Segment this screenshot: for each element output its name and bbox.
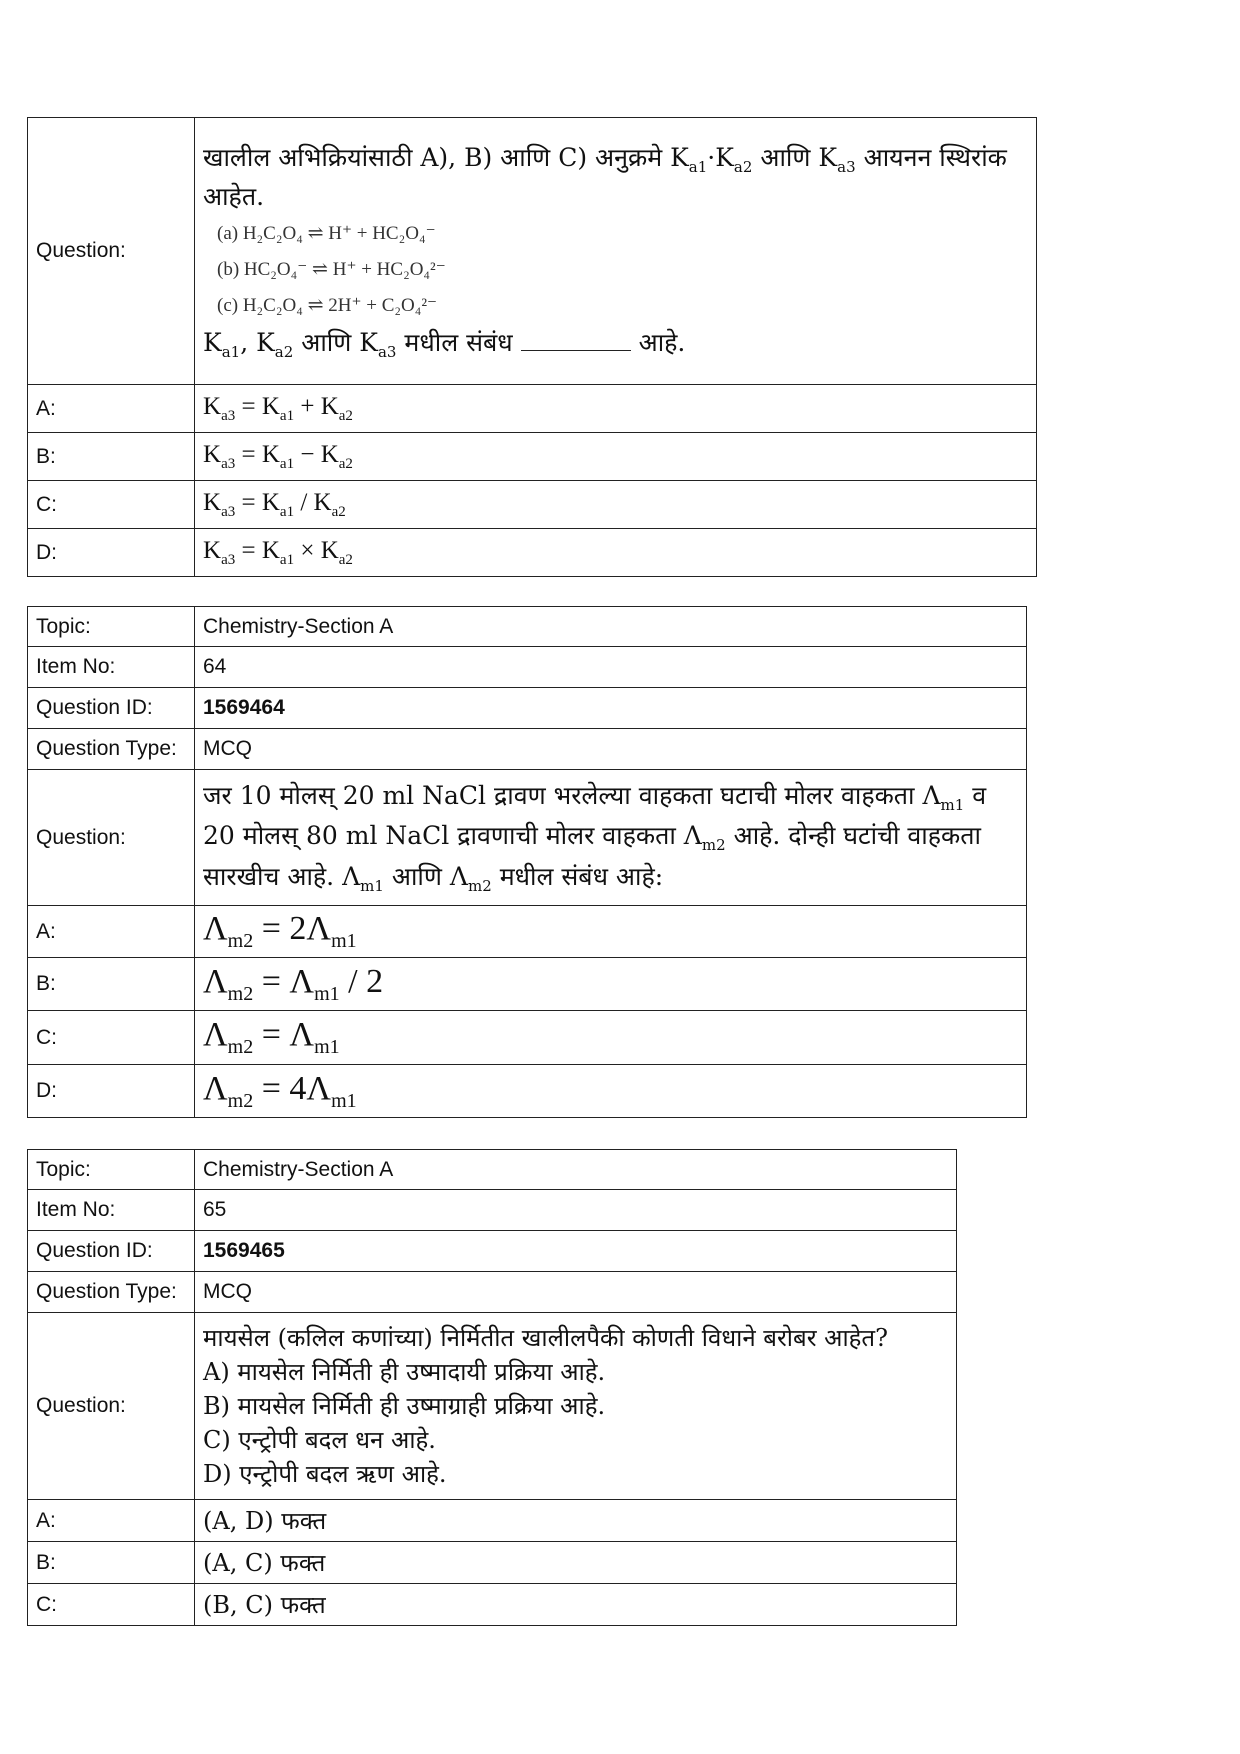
reaction-a: (a) H₂C₂O₄ ⇌ H⁺ + HC₂O₄⁻: [217, 222, 436, 244]
option-d[interactable]: $\Lambda_{m2} = 4\Lambda_{m1}$: [195, 1065, 1027, 1118]
option-b[interactable]: $\Lambda_{m2} = \Lambda_{m1} / 2$: [195, 958, 1027, 1011]
question-text: [195, 1313, 957, 1500]
option-b[interactable]: (A, C) फक्त: [195, 1542, 957, 1584]
question-type-label: Question Type:: [28, 1272, 195, 1313]
question-table-64: [27, 606, 1027, 1118]
option-label: D:: [28, 529, 195, 577]
item-no-value: 64: [195, 647, 1027, 688]
option-label: A:: [28, 1500, 195, 1542]
answer-blank: [521, 349, 631, 351]
option-a[interactable]: $K_{a3} = K_{a1} + K_{a2}$: [195, 385, 1037, 433]
question-id-label: Question ID:: [28, 688, 195, 729]
topic-value: Chemistry-Section A: [195, 1150, 957, 1190]
option-label: B:: [28, 433, 195, 481]
option-label: C:: [28, 481, 195, 529]
topic-label: Topic:: [28, 1150, 195, 1190]
option-label: B:: [28, 958, 195, 1011]
option-c[interactable]: (B, C) फक्त: [195, 1584, 957, 1626]
question-table-63: [27, 117, 1037, 577]
question-text: जर 10 मोलस् 20 ml NaCl द्रावण भरलेल्या वाहकता घटाची मोलर वाहकता $\Lambda_{m1}$ व 20 मोलस् 80 ml NaCl द्रावणाची मोलर वाहकता $\Lambda_{m2}$ आहे. दोन्ही घटांची वाहकता सारखीच आहे. $\Lambda_{m1}$ आणि $\Lambda_{m2}$ मधील संबंध आहे:: [195, 770, 1027, 906]
option-b[interactable]: $K_{a3} = K_{a1} - K_{a2}$: [195, 433, 1037, 481]
option-label: A:: [28, 385, 195, 433]
item-no-label: Item No:: [28, 1190, 195, 1231]
question-id-value: 1569465: [195, 1231, 957, 1272]
question-label: Question:: [28, 770, 195, 906]
option-label: C:: [28, 1011, 195, 1065]
question-id-value: 1569464: [195, 688, 1027, 729]
option-c[interactable]: $K_{a3} = K_{a1} / K_{a2}$: [195, 481, 1037, 529]
option-label: D:: [28, 1065, 195, 1118]
question-text: खालील अभिक्रियांसाठी A), B) आणि C) अनुक्रमे $K_{a1}\cdot K_{a2}$ आणि $K_{a3}$ आयनन स्थिरांक आहेत. (a) H₂C₂O₄ ⇌ H⁺ + HC₂O₄⁻ (b) HC₂O₄⁻ ⇌ H⁺ + HC₂O₄²⁻ (c) H₂C₂O₄ ⇌ 2H⁺ + C₂O₄²⁻ $K_{a1}$, $K_{a2}$ आणि $K_{a3}$ मधील संबंध आहे.: [195, 118, 1037, 385]
question-label: Question:: [28, 1313, 195, 1500]
option-c[interactable]: $\Lambda_{m2} = \Lambda_{m1}$: [195, 1011, 1027, 1065]
reaction-c: (c) H₂C₂O₄ ⇌ 2H⁺ + C₂O₄²⁻: [217, 294, 438, 316]
question-label: Question:: [28, 118, 195, 385]
reaction-b: (b) HC₂O₄⁻ ⇌ H⁺ + HC₂O₄²⁻: [217, 258, 446, 280]
item-no-value: 65: [195, 1190, 957, 1231]
statement-d: D) एन्ट्रोपी बदल ऋण आहे.: [203, 1460, 447, 1489]
option-label: A:: [28, 906, 195, 958]
question-type-label: Question Type:: [28, 729, 195, 770]
option-a[interactable]: (A, D) फक्त: [195, 1500, 957, 1542]
option-a[interactable]: $\Lambda_{m2} = 2\Lambda_{m1}$: [195, 906, 1027, 958]
item-no-label: Item No:: [28, 647, 195, 688]
question-id-label: Question ID:: [28, 1231, 195, 1272]
question-table-65: [27, 1149, 957, 1626]
statement-b: B) मायसेल निर्मिती ही उष्माग्राही प्रक्रिया आहे.: [203, 1391, 606, 1420]
option-d[interactable]: $K_{a3} = K_{a1} \times K_{a2}$: [195, 529, 1037, 577]
topic-value: Chemistry-Section A: [195, 607, 1027, 647]
question-type-value: MCQ: [195, 1272, 957, 1313]
topic-label: Topic:: [28, 607, 195, 647]
statement-c: C) एन्ट्रोपी बदल धन आहे.: [203, 1426, 436, 1455]
statement-intro: मायसेल (कलिल कणांच्या) निर्मितीत खालीलपैकी कोणती विधाने बरोबर आहेत?: [203, 1323, 888, 1352]
option-label: C:: [28, 1584, 195, 1626]
question-type-value: MCQ: [195, 729, 1027, 770]
option-label: B:: [28, 1542, 195, 1584]
statement-a: A) मायसेल निर्मिती ही उष्मादायी प्रक्रिया आहे.: [203, 1357, 606, 1386]
